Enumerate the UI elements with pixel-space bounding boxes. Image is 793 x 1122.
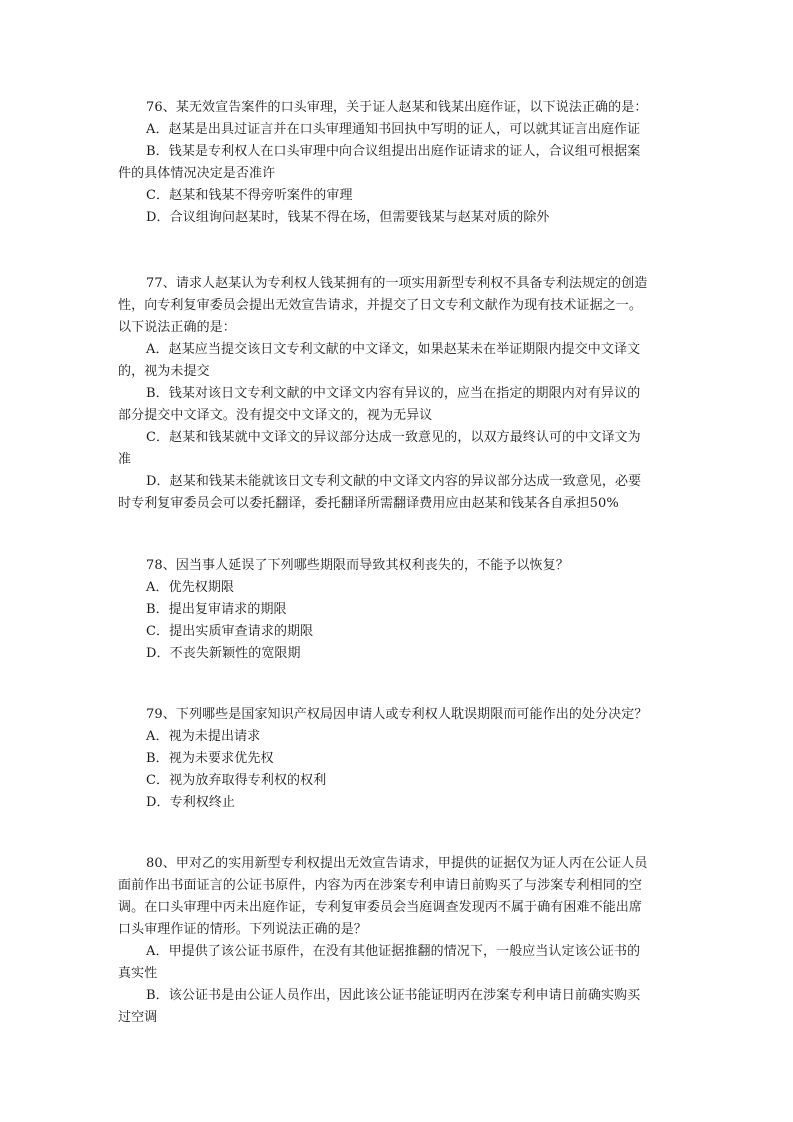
question-stem: 78、因当事人延误了下列哪些期限而导致其权利丧失的，不能予以恢复？ (146, 558, 569, 573)
option-d-continued: 时专利复审委员会可以委托翻译，委托翻译所需翻译费用应由赵某和钱某各自承担50% (118, 496, 619, 511)
option-a: A．赵某应当提交该日文专利文献的中文译文，如果赵某未在举证期限内提交中文译文 (146, 342, 641, 357)
option-b: B．该公证书是由公证人员作出，因此该公证书能证明丙在涉案专利申请日前确实购买 (146, 988, 641, 1003)
question-stem: 76、某无效宣告案件的口头审理，关于证人赵某和钱某出庭作证，以下说法正确的是： (146, 100, 648, 115)
option-b: B．钱某对该日文专利文献的中文译文内容有异议的，应当在指定的期限内对有异议的 (146, 386, 641, 401)
option-a-continued: 的，视为未提交 (118, 364, 210, 379)
option-c: C．提出实质审查请求的期限 (146, 624, 314, 639)
option-a: A．视为未提出请求 (146, 729, 261, 744)
option-a-continued: 真实性 (118, 966, 158, 981)
option-c: C．赵某和钱某就中文译文的异议部分达成一致意见的，以双方最终认可的中文译文为 (146, 430, 641, 445)
question-stem-continued: 性，向专利复审委员会提出无效宣告请求，并提交了日文专利文献作为现有技术证据之一。 (118, 298, 643, 313)
option-b-continued: 件的具体情况决定是否准许 (118, 166, 276, 181)
option-c-continued: 准 (118, 452, 132, 467)
question-79 (118, 704, 676, 814)
option-b: B．视为未要求优先权 (146, 751, 274, 766)
question-stem-continued: 口头审理作证的情形。下列说法正确的是？ (118, 922, 367, 937)
option-d: D．不丧失新颖性的宽限期 (146, 646, 301, 661)
question-stem-continued: 调。在口头审理中丙未出庭作证，专利复审委员会当庭调查发现丙不属于确有困难不能出席 (118, 900, 643, 915)
option-a: A．赵某是出具过证言并在口头审理通知书回执中写明的证人，可以就其证言出庭作证 (146, 122, 641, 137)
question-stem: 77、请求人赵某认为专利权人钱某拥有的一项实用新型专利权不具备专利法规定的创造 (146, 276, 648, 291)
option-a: A．优先权期限 (146, 580, 235, 595)
option-b: B．钱某是专利权人在口头审理中向合议组提出出庭作证请求的证人，合议组可根据案 (146, 144, 641, 159)
question-stem-continued: 面前作出书面证言的公证书原件，内容为丙在涉案专利申请日前购买了与涉案专利相同的空 (118, 878, 643, 893)
question-stem: 79、下列哪些是国家知识产权局因申请人或专利权人耽误期限而可能作出的处分决定？ (146, 707, 648, 722)
option-b-continued: 过空调 (118, 1010, 158, 1025)
option-b: B．提出复审请求的期限 (146, 602, 287, 617)
question-stem-continued: 以下说法正确的是： (118, 320, 236, 335)
question-stem: 80、甲对乙的实用新型专利权提出无效宣告请求，甲提供的证据仅为证人丙在公证人员 (146, 856, 648, 871)
question-80 (118, 853, 676, 1029)
option-b-continued: 部分提交中文译文。没有提交中文译文的，视为无异议 (118, 408, 433, 423)
question-78 (118, 555, 676, 665)
option-c: C．赵某和钱某不得旁听案件的审理 (146, 188, 353, 203)
option-a: A．甲提供了该公证书原件，在没有其他证据推翻的情况下，一般应当认定该公证书的 (146, 944, 641, 959)
question-76 (118, 97, 676, 229)
option-d: D．专利权终止 (146, 795, 236, 810)
question-77 (118, 273, 676, 515)
option-c: C．视为放弃取得专利权的权利 (146, 773, 327, 788)
option-d: D．合议组询问赵某时，钱某不得在场，但需要钱某与赵某对质的除外 (146, 210, 550, 225)
option-d: D．赵某和钱某未能就该日文专利文献的中文译文内容的异议部分达成一致意见，必要 (146, 474, 642, 489)
